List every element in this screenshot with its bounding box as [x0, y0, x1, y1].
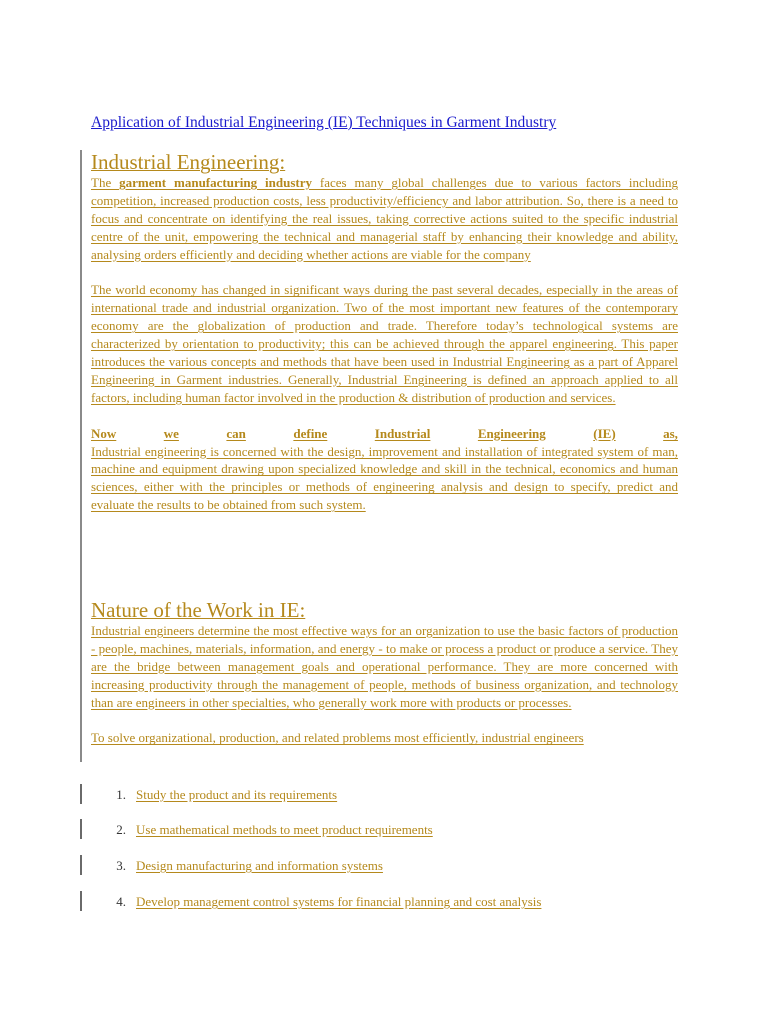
list-item-number: 4.: [116, 894, 126, 909]
document-title-link[interactable]: Application of Industrial Engineering (IE) Techniques in Garment Industry: [91, 114, 557, 131]
list-margin-bar: [80, 819, 82, 839]
intro-body-text: faces many global challenges due to various factors including competition, increased production costs, less productivity/efficiency and labor attribution. So, there is a need to focus and concentrate on identifying the real issues, taking corrective actions suited to the specific industrial centre of the unit, empowering the technical and managerial staff by enhancing their knowledge and ability, analysing orders efficiently and deciding whether actions are viable for the company: [91, 175, 678, 262]
list-item: [0, 857, 768, 881]
define-word: Engineering: [477, 425, 546, 441]
solve-problems-paragraph: To solve organizational, production, and related problems most efficiently, industrial engineers: [91, 730, 584, 746]
list-item-link[interactable]: Design manufacturing and information systems: [136, 858, 383, 873]
list-margin-bar: [80, 891, 82, 911]
section-heading-nature-of-work: Nature of the Work in IE:: [91, 598, 306, 622]
define-word: can: [226, 425, 246, 441]
intro-lead-text: The: [91, 175, 120, 190]
define-word: as,: [663, 425, 678, 441]
ie-definition-paragraph: Industrial engineering is concerned with the design, improvement and installation of integrated system of man, machine and equipment drawing upon specialized knowledge and skill in the technical, economics and human sciences, either with the principles or methods of engineering analysis and design to specify, predict and evaluate the results to be obtained from such system.: [91, 443, 678, 513]
define-word: Now: [91, 425, 117, 441]
list-margin-bar: [80, 784, 82, 804]
list-item: [0, 821, 768, 845]
section-nature-of-work: [91, 598, 678, 747]
list-item: [0, 786, 768, 810]
list-item-number: 1.: [116, 787, 126, 802]
list-margin-bar: [80, 855, 82, 875]
list-item-link[interactable]: Develop management control systems for financial planning and cost analysis: [136, 894, 542, 909]
section-industrial-engineering: [91, 150, 678, 514]
define-word: Industrial: [374, 425, 431, 441]
list-item-link[interactable]: Study the product and its requirements: [136, 787, 338, 802]
intro-bold-phrase: garment manufacturing industry: [119, 175, 312, 190]
left-margin-bar: [80, 150, 82, 762]
world-economy-paragraph: The world economy has changed in significant ways during the past several decades, especially in the areas of international trade and industrial organization. Two of the most important new features of the contemporary economy are the globalization of production and trade. Therefore today’s technological systems are characterized by orientation to productivity; this can be achieved through the apparel engineering. This paper introduces the various concepts and methods that have been used in Industrial Engineering as a part of Apparel Engineering in Garment industries. Generally, Industrial Engineering is defined an approach applied to all factors, including human factor involved in the production & distribution of production and services.: [91, 282, 678, 405]
define-ie-line: [91, 425, 678, 443]
nature-paragraph: Industrial engineers determine the most effective ways for an organization to use the basic factors of production - people, machines, materials, information, and energy - to make or process a product or produce a service. They are the bridge between management goals and operational performance. They are more concerned with increasing productivity through the management of people, methods of business organization, and technology than are engineers in other specialties, who generally work more with products or processes.: [91, 623, 678, 710]
list-item: [0, 893, 768, 917]
list-item-number: 2.: [116, 822, 126, 837]
define-word: define: [293, 425, 328, 441]
define-word: (IE): [593, 425, 616, 441]
list-item-link[interactable]: Use mathematical methods to meet product requirements: [136, 822, 433, 837]
define-word: we: [163, 425, 179, 441]
intro-paragraph: [91, 174, 678, 264]
section-heading-industrial-engineering: Industrial Engineering:: [91, 150, 286, 174]
list-item-number: 3.: [116, 858, 126, 873]
